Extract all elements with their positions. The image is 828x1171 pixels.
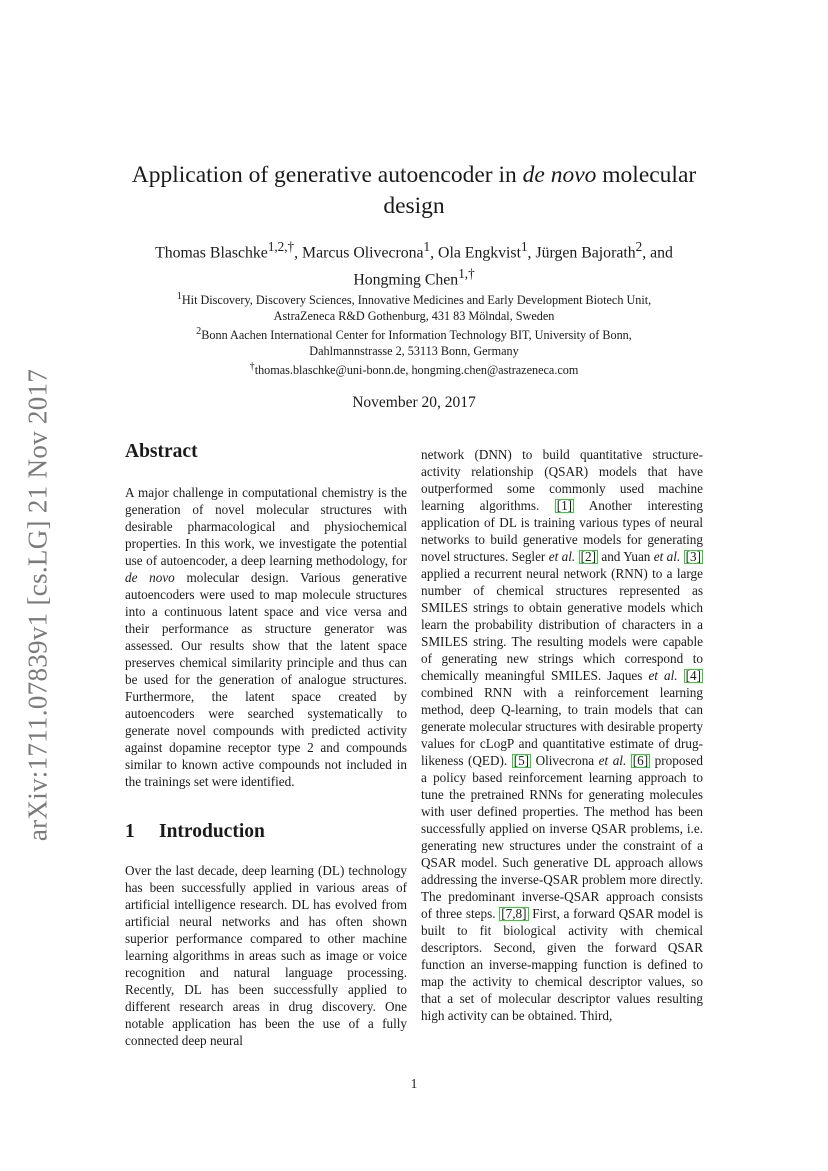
- affiliation-2-address: Dahlmannstrasse 2, 53113 Bonn, Germany: [309, 344, 519, 359]
- citation-link[interactable]: [5]: [513, 753, 530, 768]
- author: Hongming Chen: [353, 271, 459, 289]
- citation-link[interactable]: [7,8]: [501, 906, 527, 921]
- section-number: 1: [125, 821, 135, 842]
- author-affiliation-marker: 1,†: [458, 266, 475, 282]
- affiliation-1-address: AstraZeneca R&D Gothenburg, 431 83 Mölndal, Sweden: [273, 309, 555, 324]
- abstract-heading: Abstract: [125, 441, 198, 462]
- author-affiliation-marker: 1,2,†: [267, 239, 295, 254]
- author-affiliation-marker: 2: [635, 239, 643, 254]
- citation-link[interactable]: [2]: [580, 549, 596, 564]
- contact-emails: †thomas.blaschke@uni-bonn.de, hongming.chen@astrazeneca.com: [249, 361, 579, 378]
- author: Marcus Olivecrona: [302, 244, 424, 262]
- right-column: [421, 446, 703, 1024]
- citation-link[interactable]: [1]: [556, 498, 573, 513]
- author: Thomas Blaschke: [155, 244, 268, 262]
- affiliations: [110, 289, 718, 378]
- author: Ola Engkvist: [438, 244, 521, 262]
- title-emphasis: de novo: [522, 162, 597, 188]
- abstract-text: A major challenge in computational chemistry is the generation of novel molecular structures with desirable pharmacological and physiochemical properties. In this work, we investigate the potential use of autoencoder, a deep learning methodology, for de novo molecular design. Various generative autoencoders were used to map molecule structures into a continuous latent space and vice versa and their performance as structure generator was assessed. Our results show that the latent space preserves chemical similarity principle and thus can be used for the generation of analogue structures. Furthermore, the latent space created by autoencoders were searched systematically to generate novel compounds with predicted activity against dopamine receptor type 2 and compounds similar to known active compounds not included in the trainings set were identified.: [125, 485, 407, 789]
- introduction-text-right: network (DNN) to build quantitative structure-activity relationship (QSAR) models that have outperformed some commonly used machine learning algorithms. [1] Another interesting application of DL is training various types of neural networks to build generative models for generating novel structures. Segler et al. [2] and Yuan et al. [3] applied a recurrent neural network (RNN) to a large number of chemical structures represented as SMILES strings to obtain generative models which learn the probability distribution of characters in a SMILES string. The resulting models were capable of generating new strings which correspond to chemically meaningful SMILES. Jaques et al. [4] combined RNN with a reinforcement learning method, deep Q-learning, to train models that can generate molecular structures with desirable property values for cLogP and quantitative estimate of drug-likeness (QED). [5] Olivecrona et al. [6] proposed a policy based reinforcement learning approach to tune the pretrained RNNs for generating molecules with user defined properties. The method has been successfully applied on inverse QSAR problems, i.e. generating new structures under the constraint of a QSAR model. Such generative DL approach allows addressing the inverse-QSAR problem more directly. The predominant inverse-QSAR approach consists of three steps. [7,8] First, a forward QSAR model is built to fit biological activity with chemical descriptors. Second, given the forward QSAR function an inverse-mapping function is defined to map the activity to chemical descriptor values, so that a set of molecular descriptor values resulting high activity can be obtained. Third,: [421, 447, 704, 1023]
- affiliation-1: $^1$Hit Discovery, Discovery Sciences, Innovative Medicines and Early Development Biotech Unit,: [176, 291, 652, 308]
- citation-link[interactable]: [6]: [632, 753, 649, 768]
- publication-date: November 20, 2017: [352, 394, 476, 411]
- author-list: Thomas Blaschke$^{1,2,\dagger}$, Marcus Olivecrona$^1$, Ola Engkvist$^1$, Jürgen Bajorath$^2$, and Hongming Chen$^{1,\dagger}$: [155, 239, 673, 289]
- affiliation-2: $^2$Bonn Aachen International Center for Information Technology BIT, University of Bonn,: [196, 326, 632, 343]
- citation-link[interactable]: [3]: [685, 549, 702, 564]
- author: Jürgen Bajorath: [535, 244, 636, 262]
- left-column: [125, 440, 407, 1049]
- author-affiliation-marker: 1: [423, 239, 431, 254]
- arxiv-identifier-stamp: arXiv:1711.07839v1 [cs.LG] 21 Nov 2017: [22, 368, 53, 842]
- introduction-heading: 1 Introduction: [125, 821, 265, 842]
- introduction-text-left: Over the last decade, deep learning (DL) technology has been successfully applied in various areas of artificial intelligence research. DL has evolved from artificial neural networks and has often shown superior performance compared to other machine learning algorithms in areas such as image or voice recognition and natural language processing. Recently, DL has been successfully applied to different research areas in drug discovery. One notable application has been the use of a fully connected deep neural: [125, 863, 407, 1048]
- page-number: 1: [410, 1076, 418, 1091]
- paper-title: Application of generative autoencoder in de novo molecular design: [131, 162, 697, 219]
- citation-link[interactable]: [4]: [685, 668, 701, 683]
- author-affiliation-marker: 1: [520, 239, 528, 254]
